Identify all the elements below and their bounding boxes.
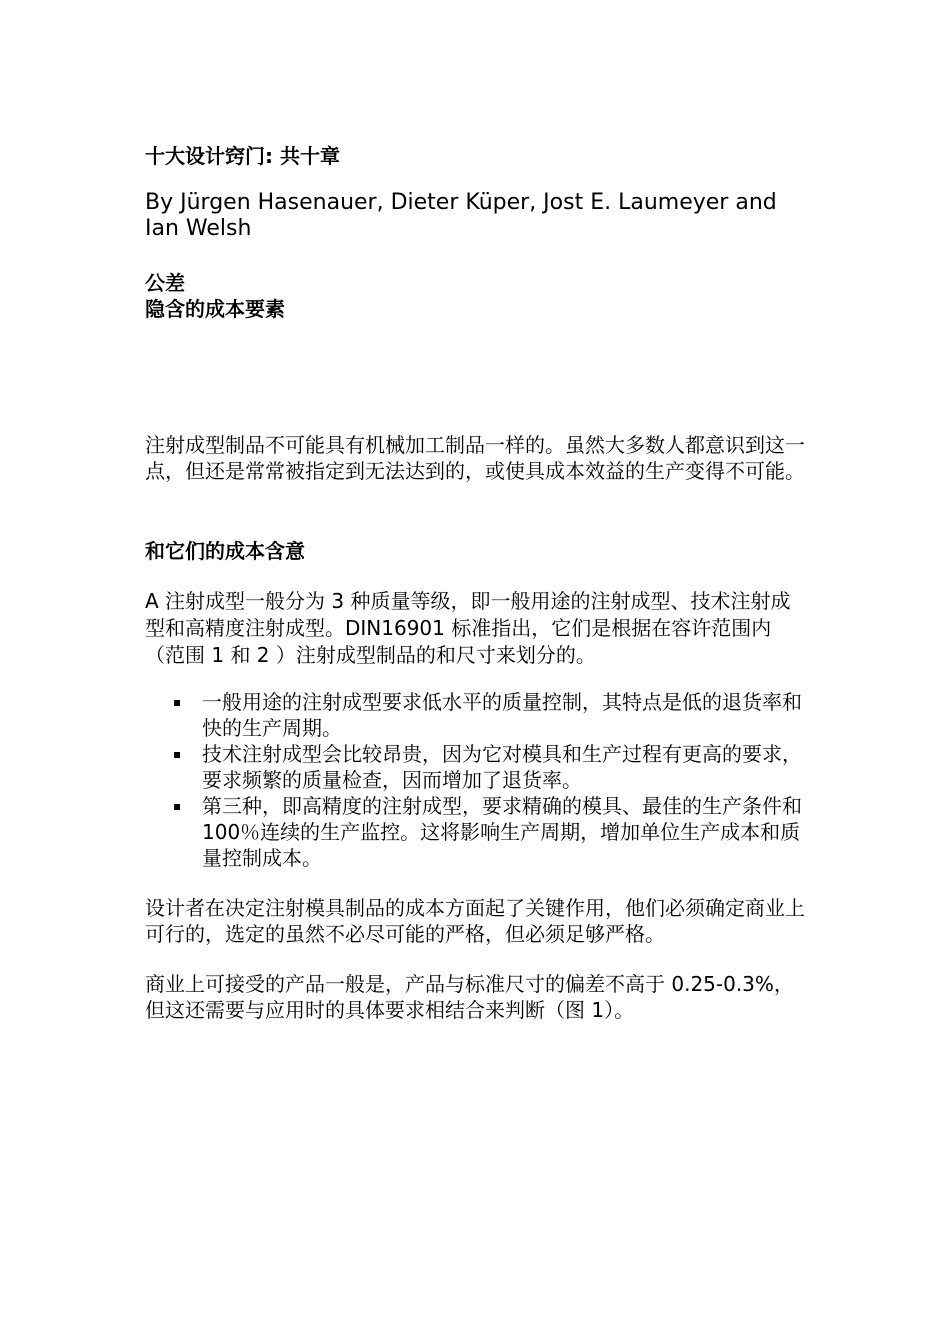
author-byline: By Jürgen Hasenauer, Dieter Küper, Jost E. Laumeyer and Ian Welsh — [145, 190, 777, 241]
list-item — [145, 689, 810, 741]
bullet-icon: ▪ — [173, 747, 182, 761]
bullet-icon: ▪ — [173, 695, 182, 709]
list-item — [145, 741, 810, 793]
body-paragraph-quality-levels: A 注射成型一般分为 3 种质量等级，即一般用途的注射成型、技术注射成型和高精度注射成型。DIN16901 标准指出，它们是根据在容许范围内（范围 1 和 2 ）注射成型制品的和尺寸来划分的。 — [145, 589, 791, 667]
quality-levels-list — [145, 689, 810, 871]
document-title: 十大设计窍门: 共十章 — [145, 144, 340, 168]
list-item — [145, 793, 810, 871]
section-heading-cost-meaning: 和它们的成本含意 — [145, 539, 305, 563]
list-item-text: 技术注射成型会比较昂贵，因为它对模具和生产过程有更高的要求，要求频繁的质量检查，因而增加了退货率。 — [202, 742, 802, 792]
list-item-text: 第三种，即高精度的注射成型，要求精确的模具、最佳的生产条件和 100％连续的生产监控。这将影响生产周期，增加单位生产成本和质量控制成本。 — [202, 794, 802, 870]
document-page — [145, 140, 810, 1023]
section-heading-tolerance: 公差 — [145, 271, 185, 295]
bullet-icon: ▪ — [173, 799, 182, 813]
list-item-text: 一般用途的注射成型要求低水平的质量控制，其特点是低的退货率和快的生产周期。 — [202, 690, 802, 740]
section-subheading-hidden-cost: 隐含的成本要素 — [145, 297, 285, 321]
intro-paragraph: 注射成型制品不可能具有机械加工制品一样的。虽然大多数人都意识到这一点，但还是常常被指定到无法达到的，或使具成本效益的生产变得不可能。 — [145, 433, 805, 483]
body-paragraph-designer-role: 设计者在决定注射模具制品的成本方面起了关键作用，他们必须确定商业上可行的，选定的虽然不必尽可能的严格，但必须足够严格。 — [145, 896, 805, 946]
body-paragraph-acceptable-deviation: 商业上可接受的产品一般是，产品与标准尺寸的偏差不高于 0.25-0.3%，但这还需要与应用时的具体要求相结合来判断（图 1）。 — [145, 972, 794, 1022]
